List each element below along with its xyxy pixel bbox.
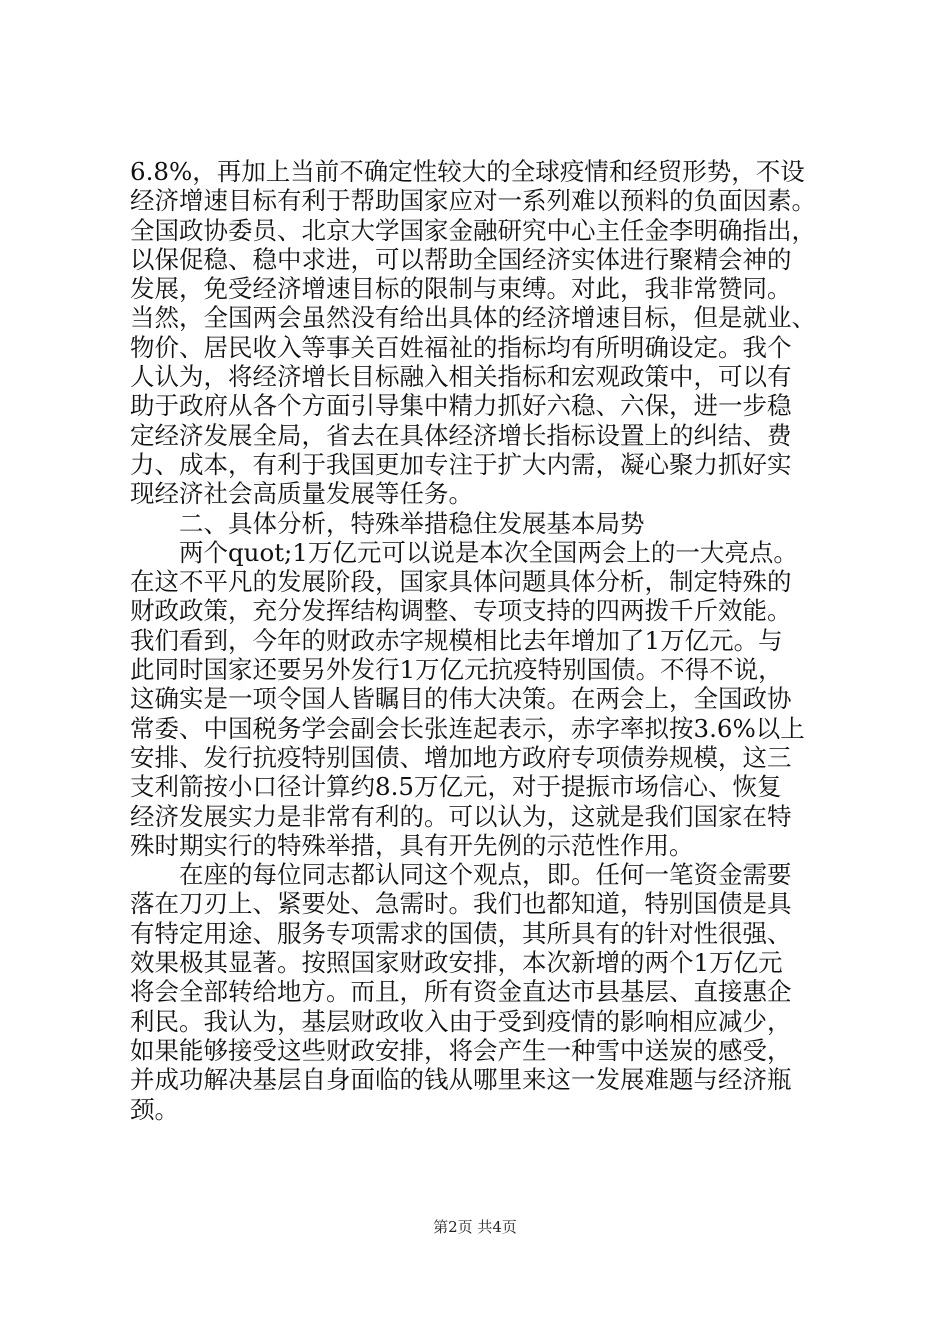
text-line: 常委、中国税务学会副会长张连起表示，赤字率拟按3.6%以上 bbox=[130, 713, 805, 743]
text-line: 全国政协委员、北京大学国家金融研究中心主任金李明确指出， bbox=[130, 215, 816, 245]
text-line: 我们看到，今年的财政赤字规模相比去年增加了1万亿元。与 bbox=[130, 625, 783, 655]
text-line: 定经济发展全局，省去在具体经济增长指标设置上的纠结、费 bbox=[130, 420, 792, 450]
text-line: 二、具体分析，特殊举措稳住发展基本局势 bbox=[130, 508, 645, 538]
text-line: 物价、居民收入等事关百姓福祉的指标均有所明确设定。我个 bbox=[130, 332, 792, 362]
text-line: 现经济社会高质量发展等任务。 bbox=[130, 479, 473, 509]
body-text bbox=[130, 157, 832, 1124]
text-line: 当然，全国两会虽然没有给出具体的经济增速目标，但是就业、 bbox=[130, 303, 816, 333]
text-line: 并成功解决基层自身面临的钱从哪里来这一发展难题与经济瓶 bbox=[130, 1065, 792, 1095]
text-line: 颈。 bbox=[130, 1094, 179, 1124]
text-line: 利民。我认为，基层财政收入由于受到疫情的影响相应减少， bbox=[130, 1006, 792, 1036]
text-line: 以保促稳、稳中求进，可以帮助全国经济实体进行聚精会神的 bbox=[130, 244, 792, 274]
text-line: 在座的每位同志都认同这个观点，即。任何一笔资金需要 bbox=[130, 860, 792, 890]
text-line: 这确实是一项令国人皆瞩目的伟大决策。在两会上，全国政协 bbox=[130, 684, 792, 714]
text-line: 力、成本，有利于我国更加专注于扩大内需，凝心聚力抓好实 bbox=[130, 449, 792, 479]
text-line: 6.8%，再加上当前不确定性较大的全球疫情和经贸形势，不设 bbox=[130, 157, 805, 186]
text-line: 效果极其显著。按照国家财政安排，本次新增的两个1万亿元 bbox=[130, 948, 783, 978]
text-line: 两个quot;1万亿元可以说是本次全国两会上的一大亮点。 bbox=[130, 537, 798, 567]
text-line: 助于政府从各个方面引导集中精力抓好六稳、六保，进一步稳 bbox=[130, 391, 792, 421]
text-line: 人认为，将经济增长目标融入相关指标和宏观政策中，可以有 bbox=[130, 362, 792, 392]
text-line: 安排、发行抗疫特别国债、增加地方政府专项债券规模，这三 bbox=[130, 742, 792, 772]
text-line: 落在刀刃上、紧要处、急需时。我们也都知道，特别国债是具 bbox=[130, 889, 792, 919]
text-line: 有特定用途、服务专项需求的国债，其所具有的针对性很强、 bbox=[130, 918, 792, 948]
text-line: 经济发展实力是非常有利的。可以认为，这就是我们国家在特 bbox=[130, 801, 792, 831]
text-line: 发展，免受经济增速目标的限制与束缚。对此，我非常赞同。 bbox=[130, 274, 792, 304]
text-line: 财政政策，充分发挥结构调整、专项支持的四两拨千斤效能。 bbox=[130, 596, 792, 626]
text-line: 将会全部转给地方。而且，所有资金直达市县基层、直接惠企 bbox=[130, 977, 792, 1007]
text-line: 如果能够接受这些财政安排，将会产生一种雪中送炭的感受， bbox=[130, 1035, 792, 1065]
page-number-footer: 第2页 共4页 bbox=[433, 1218, 517, 1236]
text-line: 在这不平凡的发展阶段，国家具体问题具体分析，制定特殊的 bbox=[130, 567, 792, 597]
text-line: 经济增速目标有利于帮助国家应对一系列难以预料的负面因素。 bbox=[130, 186, 816, 216]
text-line: 支利箭按小口径计算约8.5万亿元，对于提振市场信心、恢复 bbox=[130, 772, 782, 802]
text-line: 殊时期实行的特殊举措，具有开先例的示范性作用。 bbox=[130, 830, 694, 860]
text-line: 此同时国家还要另外发行1万亿元抗疫特别国债。不得不说， bbox=[130, 655, 783, 685]
